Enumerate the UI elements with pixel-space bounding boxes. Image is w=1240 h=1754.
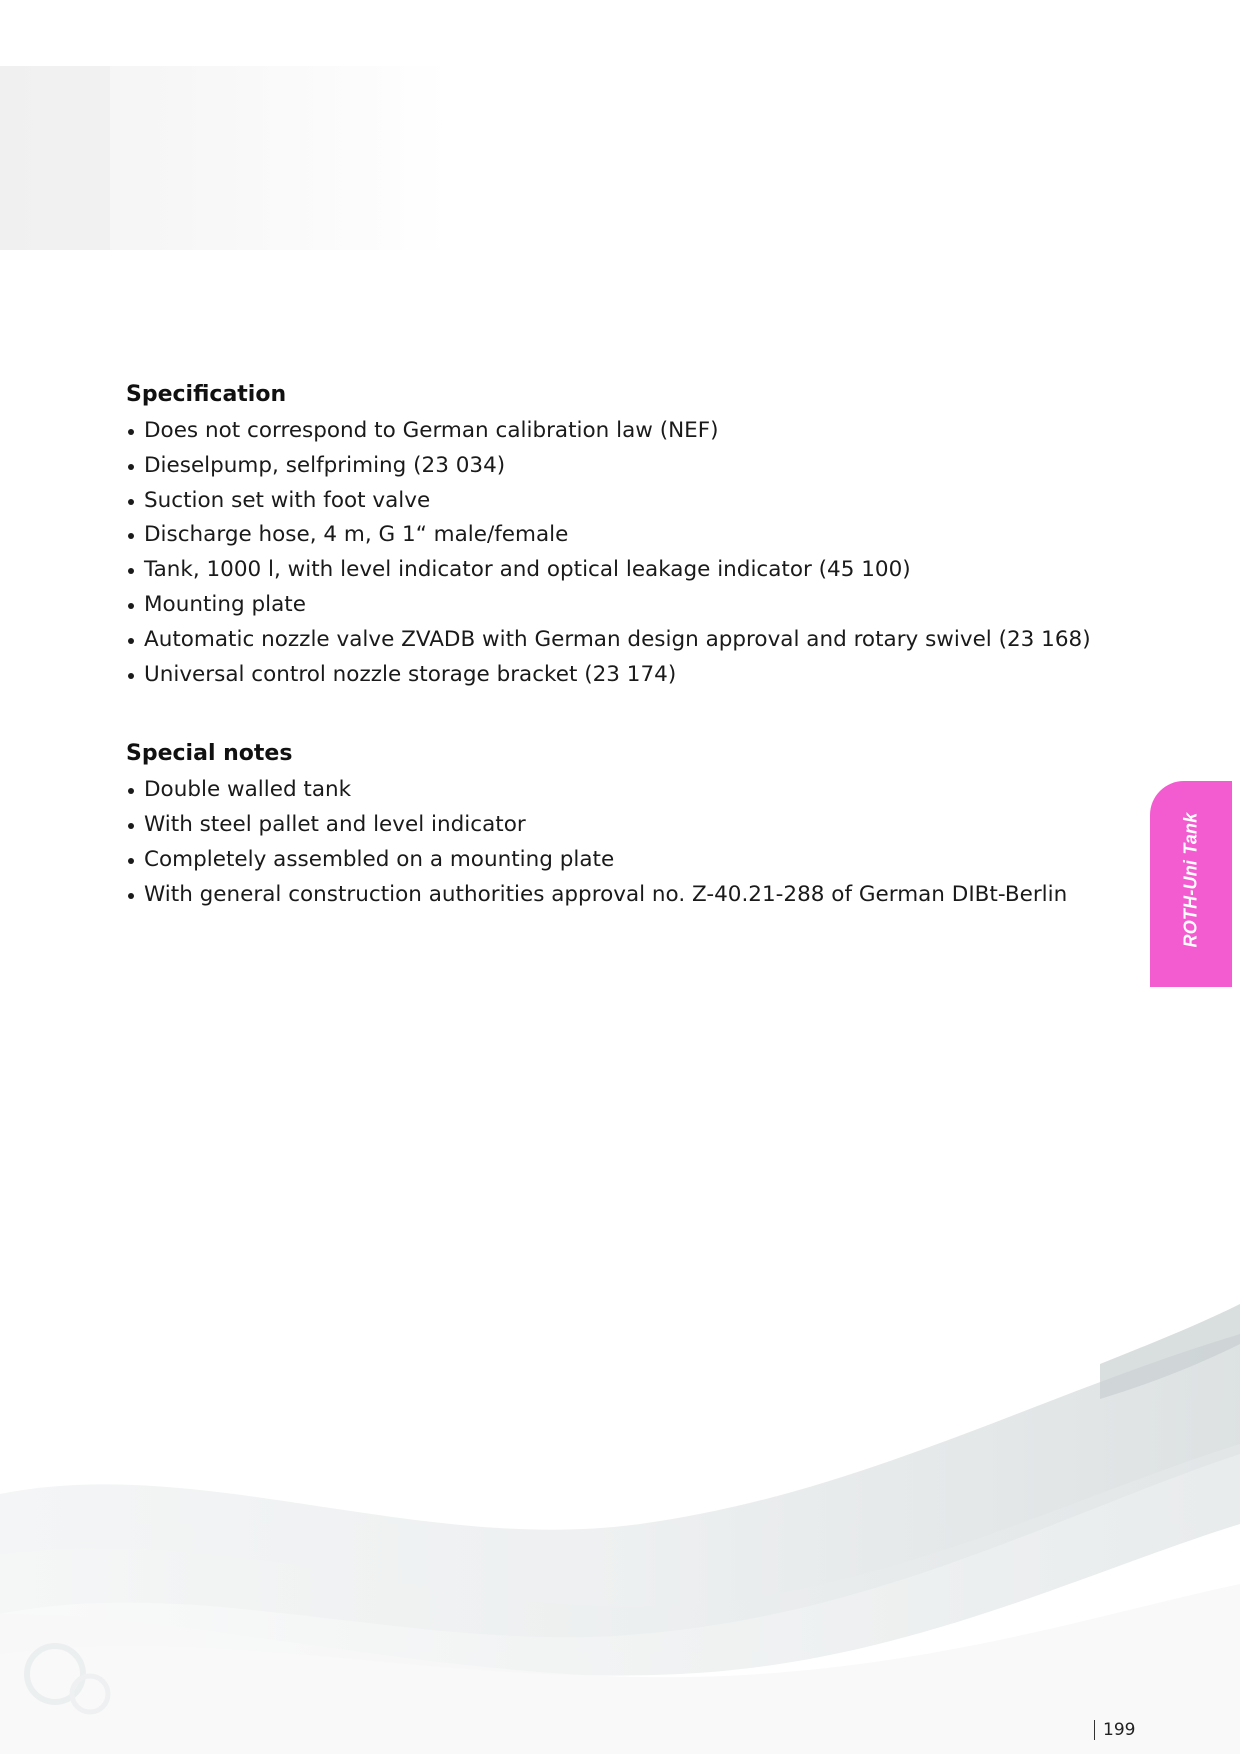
chapter-side-tab-label: ROTH-Uni Tank (1180, 812, 1201, 948)
list-item: With general construction authorities approval no. Z-40.21-288 of German DIBt-Berlin (126, 878, 1066, 913)
list-item: Does not correspond to German calibration law (NEF) (126, 414, 1066, 449)
special-notes-heading: Special notes (126, 741, 293, 767)
header-image-shade (0, 66, 110, 250)
specification-heading: Specification (126, 382, 287, 407)
list-item: Double walled tank (126, 773, 1066, 808)
list-item: Completely assembled on a mounting plate (126, 843, 1066, 878)
list-item: Universal control nozzle storage bracket (23 174) (126, 658, 1066, 693)
page-number: 199 (1094, 1720, 1135, 1740)
list-item: Tank, 1000 l, with level indicator and optical leakage indicator (45 100) (126, 553, 1066, 588)
list-item: Automatic nozzle valve ZVADB with German design approval and rotary swivel (23 168) (126, 623, 1066, 658)
list-item: Dieselpump, selfpriming (23 034) (126, 449, 1066, 484)
special-notes-list (126, 773, 1066, 912)
list-item: Suction set with foot valve (126, 484, 1066, 519)
specification-list (126, 414, 1091, 692)
water-splash-background (0, 1194, 1240, 1754)
list-item: With steel pallet and level indicator (126, 808, 1066, 843)
content-area (126, 380, 1091, 913)
list-item: Discharge hose, 4 m, G 1“ male/female (126, 518, 1066, 553)
list-item: Mounting plate (126, 588, 1066, 623)
